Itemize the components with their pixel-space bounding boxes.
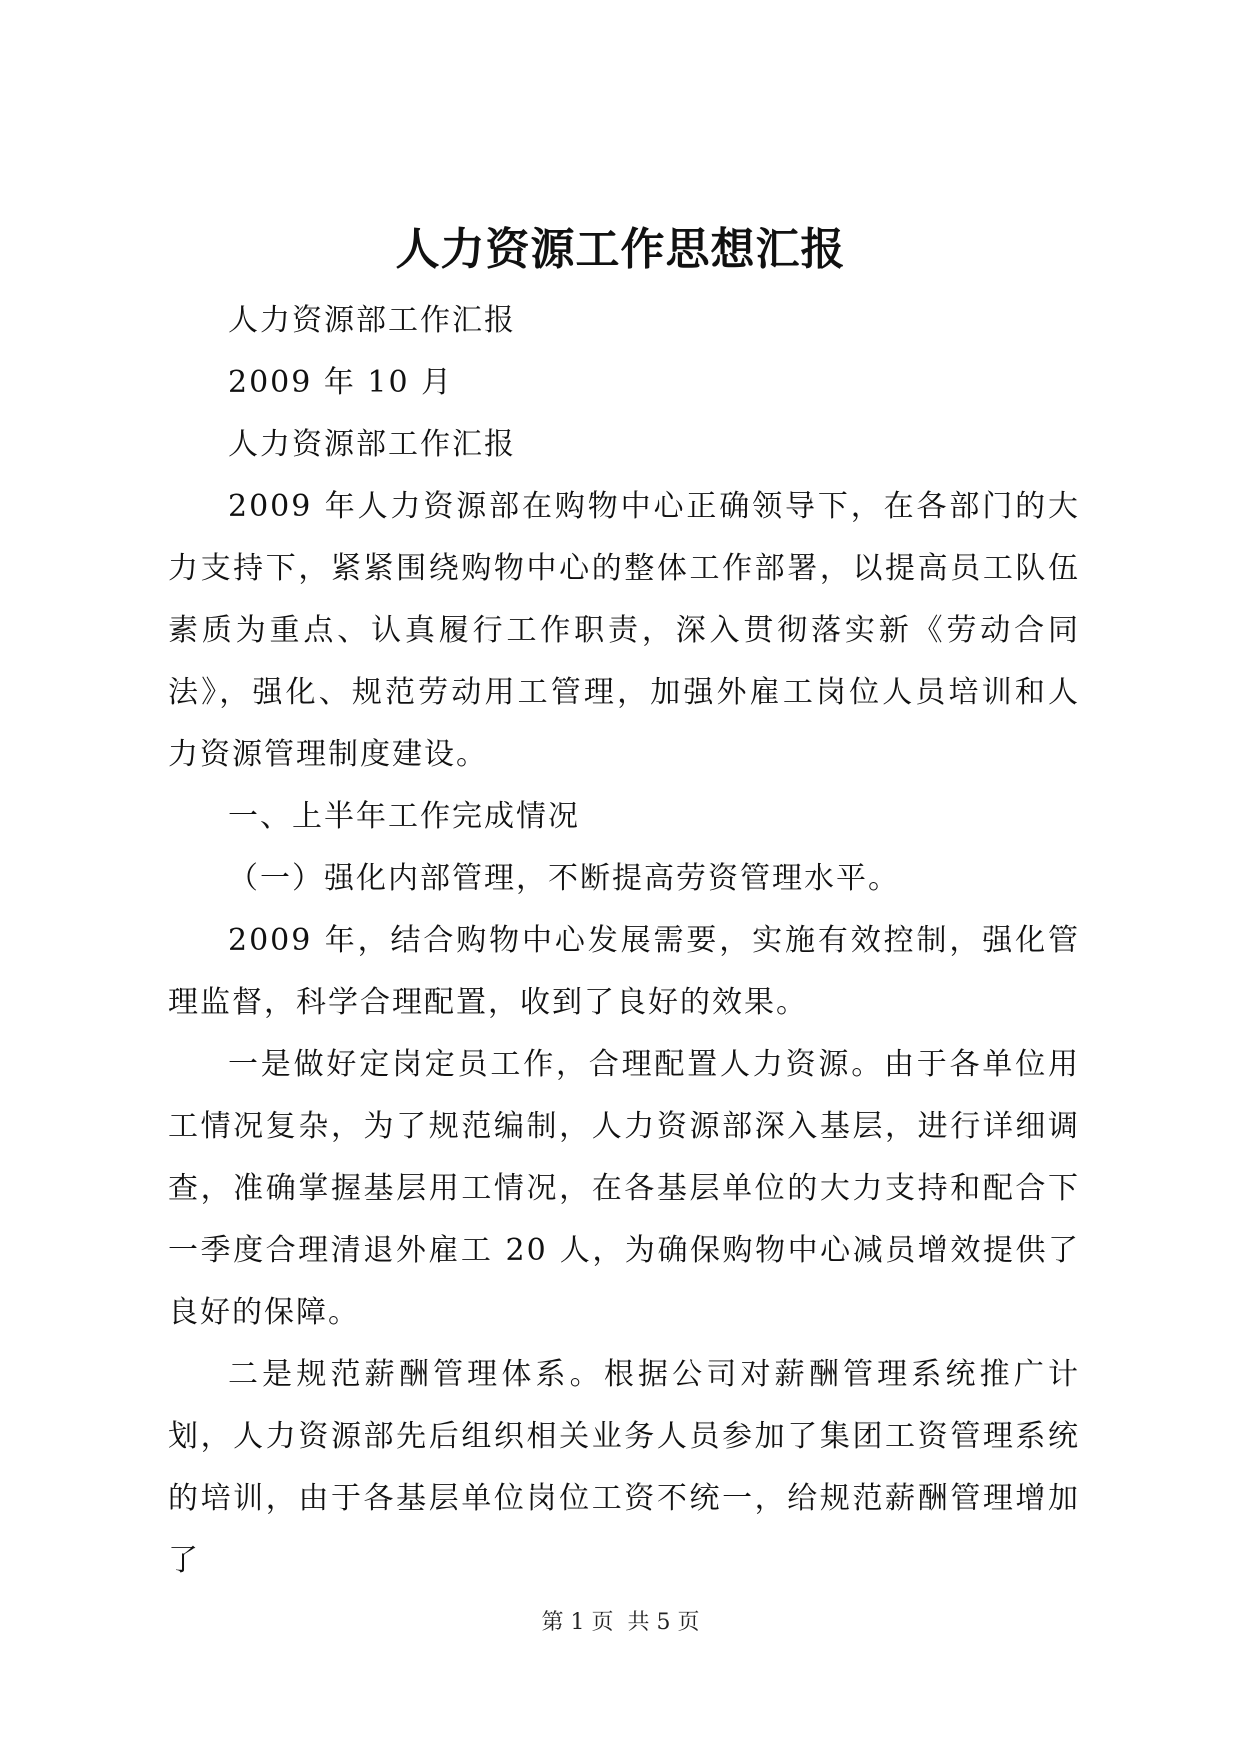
paragraph: 人力资源部工作汇报 <box>228 427 516 462</box>
page-total: 共 5 页 <box>627 1610 700 1635</box>
document-title: 人力资源工作思想汇报 <box>395 224 846 275</box>
paragraph: 2009 年，结合购物中心发展需要，实施有效控制，强化管理监督，科学合理配置，收到了良好的效果。 <box>168 923 1080 1020</box>
paragraph: 一是做好定岗定员工作，合理配置人力资源。由于各单位用工情况复杂，为了规范编制，人力资源部深入基层，进行详细调查，准确掌握基层用工情况，在各基层单位的大力支持和配合下一季度合理清退外雇工 20 人，为确保购物中心减员增效提供了良好的保障。 <box>168 1047 1080 1330</box>
page-footer <box>0 1608 1241 1638</box>
paragraph: 一、上半年工作完成情况 <box>228 799 580 834</box>
paragraph: 二是规范薪酬管理体系。根据公司对薪酬管理系统推广计划，人力资源部先后组织相关业务人员参加了集团工资管理系统的培训，由于各基层单位岗位工资不统一，给规范薪酬管理增加了 <box>168 1357 1080 1578</box>
document-body <box>168 290 1080 1592</box>
paragraph: 人力资源部工作汇报 <box>228 303 516 338</box>
paragraph: 2009 年 10 月 <box>228 365 454 400</box>
paragraph: 2009 年人力资源部在购物中心正确领导下，在各部门的大力支持下，紧紧围绕购物中心的整体工作部署，以提高员工队伍素质为重点、认真履行工作职责，深入贯彻落实新《劳动合同法》，强化、规范劳动用工管理，加强外雇工岗位人员培训和人力资源管理制度建设。 <box>168 489 1080 772</box>
paragraph: （一）强化内部管理，不断提高劳资管理水平。 <box>228 861 900 896</box>
page-number: 第 1 页 <box>541 1610 614 1635</box>
